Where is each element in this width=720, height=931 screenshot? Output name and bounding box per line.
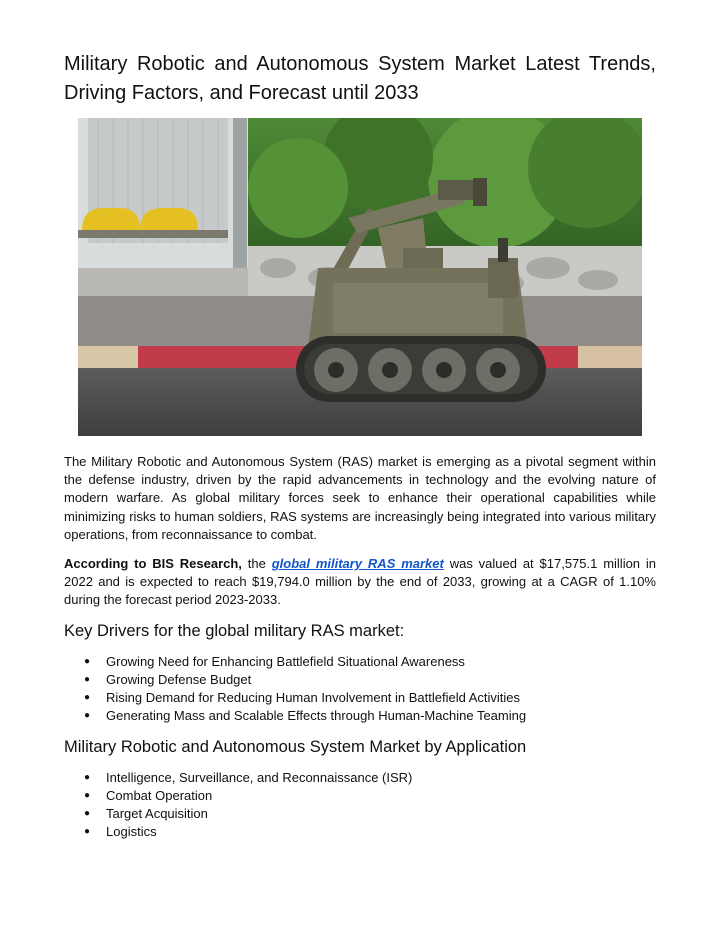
drivers-heading: Key Drivers for the global military RAS market: [64,622,405,640]
research-pre-link: the [241,556,272,571]
list-item: ● Growing Defense Budget [64,671,526,689]
applications-heading: Military Robotic and Autonomous System Market by Application [64,738,527,756]
list-item: ● Growing Need for Enhancing Battlefield Situational Awareness [64,653,526,671]
drivers-list [64,653,526,725]
research-lead: According to BIS Research, [64,556,242,571]
intro-paragraph: The Military Robotic and Autonomous System (RAS) market is emerging as a pivotal segment within the defense industry, driven by the rapid advancements in technology and the evolving nature of modern warfare. As global military forces seek to enhance their operational capabilities while minimizing risks to human soldiers, RAS systems are increasingly being integrated into various military operations, from reconnaissance to combat. [64,454,656,542]
list-item: ● Intelligence, Surveillance, and Reconnaissance (ISR) [64,769,412,787]
applications-list [64,769,412,841]
list-item: ● Combat Operation [64,787,412,805]
list-item: ● Rising Demand for Reducing Human Involvement in Battlefield Activities [64,689,526,707]
research-paragraph [64,555,656,610]
list-item: ● Logistics [64,823,412,841]
list-item: ● Target Acquisition [64,805,412,823]
research-body: was valued at $17,575.1 million in 2022 and is expected to reach $19,794.0 million by the end of 2033, growing at a CAGR of 1.10% during the forecast period 2023-2033. [64,556,657,608]
document-title: Military Robotic and Autonomous System Market Latest Trends, Driving Factors, and Forecast until 2033 [64,53,656,104]
robot-photo [78,118,642,436]
list-item: ● Generating Mass and Scalable Effects through Human-Machine Teaming [64,707,526,725]
market-report-link[interactable]: global military RAS market [271,556,444,571]
tracked-robot-photo-icon [78,118,642,436]
